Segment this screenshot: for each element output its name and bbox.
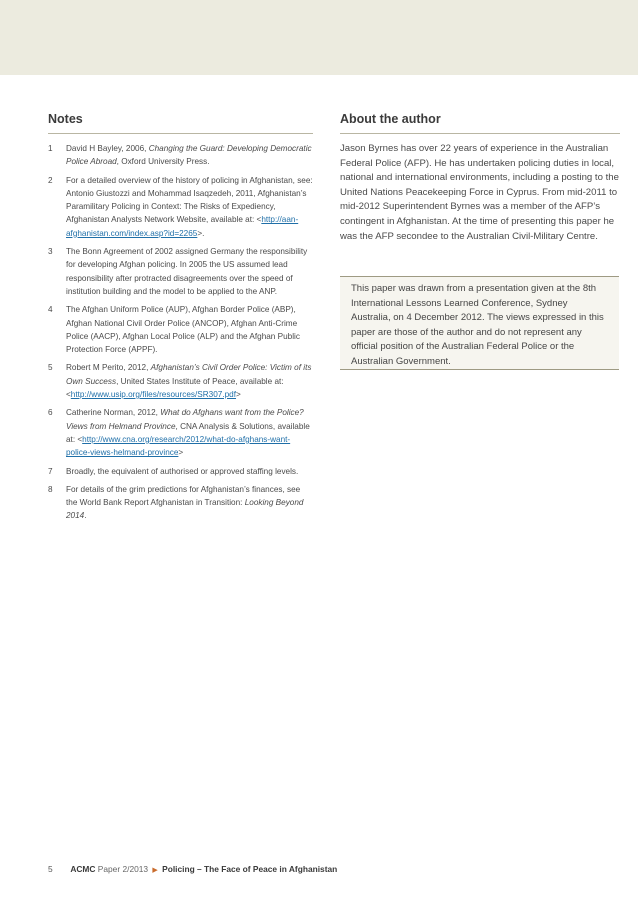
- notes-section: [48, 112, 313, 528]
- note-text: The Afghan Uniform Police (AUP), Afghan Border Police (ABP), Afghan National Civil Order Police (ANCOP), Afghan Anti-Crime Police (AACP), Afghan Local Police (ALP) and the Afghan Public Protection Force (APPF).: [66, 305, 300, 355]
- note-number: 6: [48, 408, 53, 418]
- note-text: >.: [197, 228, 205, 238]
- disclaimer-box: This paper was drawn from a presentation given at the 8th International Lessons Learned Conference, Sydney Australia, on 4 December 2012. The views expressed in this paper are those of the author and do not represent any official position of the Australian Federal Police or the Australian Government.: [340, 276, 619, 370]
- note-link[interactable]: http://www.cna.org/research/2012/what-do-afghans-want-police-views-helmand-province: [66, 434, 291, 458]
- note-item: [48, 483, 313, 523]
- note-item: [48, 245, 313, 298]
- footer-brand: ACMC: [70, 864, 96, 874]
- note-text: .: [84, 511, 87, 521]
- note-text: For a detailed overview of the history of policing in Afghanistan, see: Antonio Giustozzi and Mohammad Isaqzedeh, 2011, Afghanistan’s Paramilitary Policing in Context: The Risks of Expediency, Afghanistan Analysts Network Website, available at: <: [66, 175, 313, 225]
- arrow-right-icon: ▶: [152, 867, 158, 874]
- note-item: [48, 406, 313, 459]
- note-link[interactable]: http://aan-afghanistan.com/index.asp?id=2265: [66, 215, 299, 238]
- note-text: Catherine Norman, 2012,: [66, 408, 161, 418]
- note-text: For details of the grim predictions for Afghanistan’s finances, see the World Bank Report Afghanistan in Transition:: [66, 484, 301, 508]
- note-title-italic: Afghanistan’s Civil Order Police: Victim of its Own Success: [66, 363, 312, 386]
- note-item: [48, 303, 313, 356]
- note-text: , Oxford University Press.: [116, 157, 210, 167]
- note-number: 7: [48, 466, 53, 476]
- note-text: Robert M Perito, 2012,: [66, 363, 151, 373]
- note-number: 2: [48, 175, 53, 185]
- note-title-italic: Looking Beyond 2014: [66, 498, 304, 521]
- header-band: [0, 0, 638, 75]
- note-text: The Bonn Agreement of 2002 assigned Germany the responsibility for developing Afghan policing. In 2005 the US assumed lead responsibility after protracted disagreements over the speed of institution building and the model to be applied to the ANP.: [66, 247, 308, 296]
- page-footer: [48, 864, 337, 874]
- note-item: [48, 465, 313, 478]
- note-item: [48, 361, 313, 401]
- note-item: [48, 174, 313, 240]
- page-number: 5: [48, 864, 53, 874]
- notes-heading: Notes: [48, 112, 83, 126]
- notes-list: [48, 134, 313, 523]
- note-number: 3: [48, 247, 53, 257]
- about-section: [340, 112, 620, 244]
- note-title-italic: What do Afghans want from the Police? Views from Helmand Province: [66, 408, 304, 431]
- note-number: 8: [48, 484, 53, 494]
- footer-paper-id: Paper 2/2013: [97, 864, 149, 874]
- footer-title: Policing – The Face of Peace in Afghanistan: [162, 864, 338, 874]
- note-number: 5: [48, 363, 53, 373]
- note-text: >: [178, 448, 184, 458]
- note-text: , United States Institute of Peace, available at: <: [66, 376, 284, 400]
- note-text: David H Bayley, 2006,: [66, 144, 149, 153]
- note-text: >: [236, 390, 241, 400]
- note-text: , CNA Analysis & Solutions, available at: <: [66, 421, 310, 444]
- note-text: Broadly, the equivalent of authorised or approved staffing levels.: [66, 466, 299, 476]
- about-heading: About the author: [340, 112, 441, 126]
- note-number: 1: [48, 144, 53, 153]
- note-title-italic: Changing the Guard: Developing Democratic Police Abroad: [66, 144, 312, 167]
- about-body: Jason Byrnes has over 22 years of experience in the Australian Federal Police (AFP). He has undertaken policing duties in local, national and international environments, including a posting to the United Nations Peacekeeping Force in Cyprus. From mid-2011 to mid-2012 Superintendent Byrnes was a member of the AFP’s contingent in Afghanistan. At the time of presenting this paper he was the AFP secondee to the Australian Civil-Military Centre.: [340, 143, 619, 242]
- note-number: 4: [48, 305, 53, 315]
- note-link[interactable]: http://www.usip.org/files/resources/SR307.pdf: [70, 390, 236, 400]
- note-item: [48, 142, 313, 169]
